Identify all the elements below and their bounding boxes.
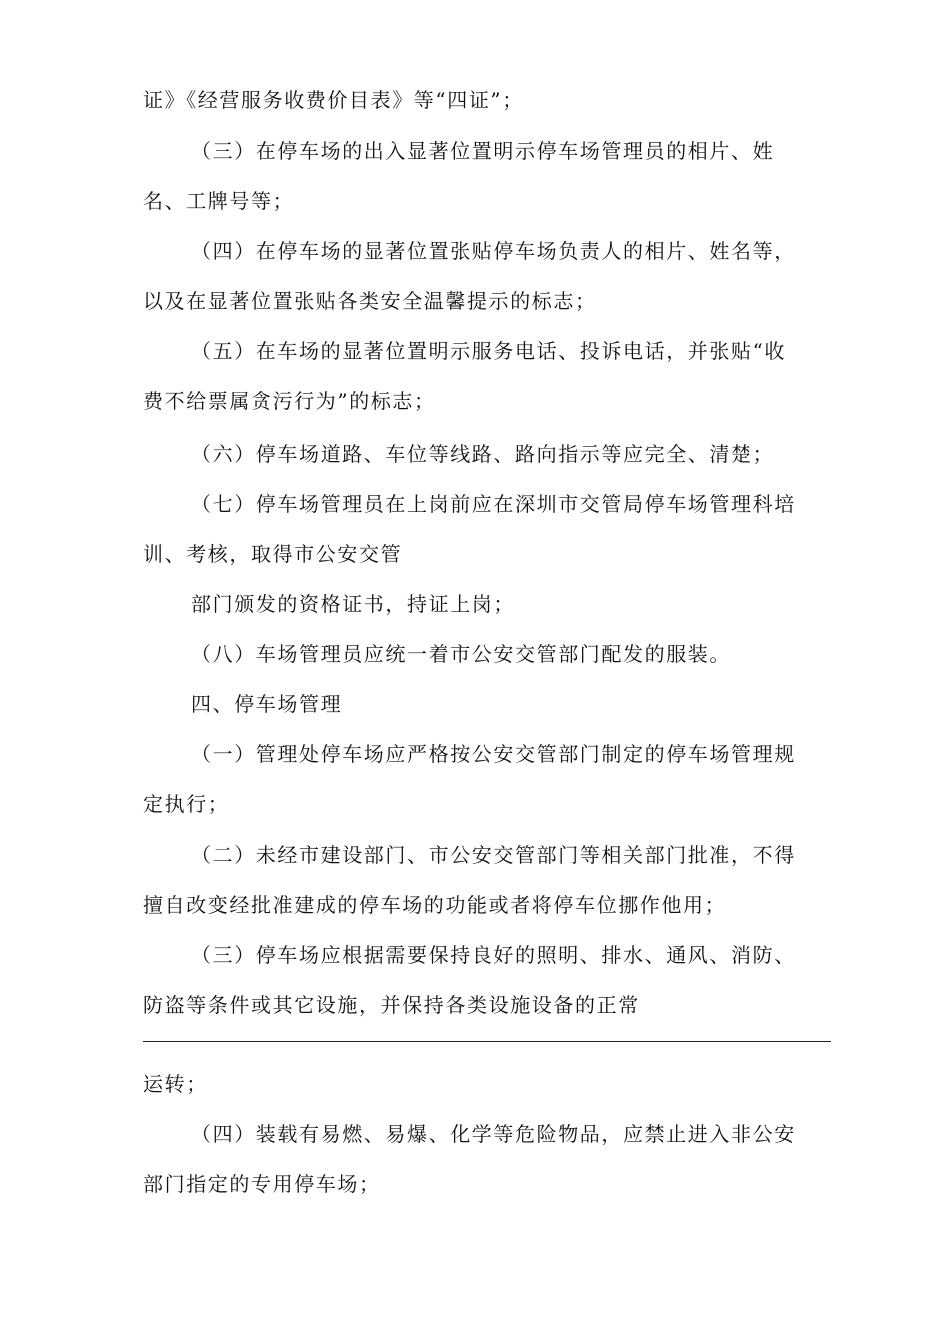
text-line: 防盗等条件或其它设施，并保持各类设施设备的正常 <box>143 993 640 1017</box>
text-line: 证》《经营服务收费价目表》等“四证”； <box>143 88 524 112</box>
text-line: 部门颁发的资格证书，持证上岗； <box>191 592 515 616</box>
text-line: （四）在停车场的显著位置张贴停车场负责人的相片、姓名等， <box>191 239 796 263</box>
text-line: （二）未经市建设部门、市公安交管部门等相关部门批准，不得 <box>191 843 796 867</box>
text-line: 部门指定的专用停车场； <box>143 1172 381 1196</box>
text-line: 运转； <box>143 1072 208 1096</box>
horizontal-divider <box>143 1041 831 1042</box>
text-line: （三）停车场应根据需要保持良好的照明、排水、通风、消防、 <box>191 943 796 967</box>
text-line: （六）停车场道路、车位等线路、路向指示等应完全、清楚； <box>191 442 775 466</box>
section-heading: 四、停车场管理 <box>191 692 343 716</box>
text-line: （五）在车场的显著位置明示服务电话、投诉电话，并张贴“收 <box>191 339 787 363</box>
text-line: （三）在停车场的出入显著位置明示停车场管理员的相片、姓 <box>191 139 775 163</box>
text-line: 以及在显著位置张贴各类安全温馨提示的标志； <box>143 289 597 313</box>
text-line: （一）管理处停车场应严格按公安交管部门制定的停车场管理规 <box>191 742 796 766</box>
text-line: （八）车场管理员应统一着市公安交管部门配发的服装。 <box>191 642 731 666</box>
text-line: （四）装载有易燃、易爆、化学等危险物品，应禁止进入非公安 <box>191 1122 796 1146</box>
text-line: 费不给票属贪污行为”的标志； <box>143 389 436 413</box>
text-line: 名、工牌号等； <box>143 189 295 213</box>
text-line: （七）停车场管理员在上岗前应在深圳市交管局停车场管理科培 <box>191 492 796 516</box>
text-line: 训、考核，取得市公安交管 <box>143 542 403 566</box>
text-line: 定执行； <box>143 792 230 816</box>
text-line: 擅自改变经批准建成的停车场的功能或者将停车位挪作他用； <box>143 893 727 917</box>
